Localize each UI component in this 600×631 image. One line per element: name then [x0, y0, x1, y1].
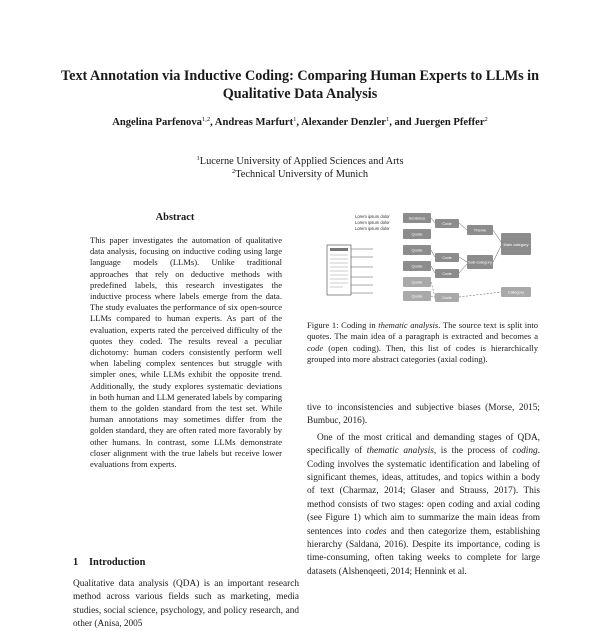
quote-label: Quote [411, 263, 423, 269]
doc-line: Lorem ipsum dolor [355, 226, 390, 231]
section-number: 1 [73, 557, 79, 568]
section-title: Introduction [89, 557, 146, 568]
code-label: Code [442, 271, 452, 276]
document-icon [327, 245, 351, 295]
quote-column [403, 213, 431, 301]
abstract-text: This paper investigates the automation of qualitative data analysis, focusing on inductive coding using large language models (LLMs). Unlike traditional approaches that rely on deductive methods with predefined labels, this research investigates the inductive process where labels emerge from the data. The study evaluates the performance of six open-source LLMs compared to human experts. As part of the evaluation, experts rated the perceived difficulty of the quotes they coded. The results reveal a peculiar dichotomy: human coders consistently perform well when labeling complex sentences but struggle with simpler ones, while LLMs exhibit the opposite trend. Additionally, the study explores systematic deviations in both human and LLM generated labels by comparing them to the golden standard from the test set. While human annotations may sometimes differ from the golden standard, they are often rated more favorably by other humans. In contrast, some LLMs demonstrate closer alignment with the true labels but receive lower evaluations from experts. [90, 235, 282, 470]
paragraph: tive to inconsistencies and subjective biases (Morse, 2015; Bumbuc, 2016). [307, 403, 540, 427]
affiliations [110, 155, 490, 181]
doc-line: Lorem ipsum dolor [355, 220, 390, 225]
source-document [355, 214, 390, 231]
quote-label: Quote [411, 247, 423, 253]
code-column [435, 219, 459, 302]
figure-1-diagram [305, 205, 545, 305]
paragraph: One of the most critical and demanding stages of QDA, specifically of thematic analysis, is the process of coding. Coding involves the systematic identification and labeling of significant themes, ideas, attitudes, and topics within a body of text (Charmaz, 2014; Glaser and Strauss, 2017). This method consists of two stages: open coding and axial coding (see Figure 1) which aim to summarize the main ideas from sentences into codes and then categorize them, establishing hierarchy (Saldana, 2016). Despite its importance, coding is time-consuming, often taking weeks to complete for large datasets (Alshenqeeti, 2014; Hennink et al. [307, 432, 540, 577]
intro-text: Qualitative data analysis (QDA) is an important research method across various fields such as marketing, media studies, social science, psychology, and policy research, and other (Anisa, 2005 [73, 579, 299, 629]
code-label: Code [442, 295, 452, 300]
quote-label: Quote [411, 293, 423, 299]
code-label: Code [442, 255, 452, 260]
abstract-heading: Abstract [155, 212, 195, 223]
theme-label: Theme [473, 227, 487, 233]
category-label: Main category [503, 242, 529, 247]
theme-label: Sub-category [468, 259, 492, 265]
affiliation: $^2$Technical University of Munich [231, 168, 369, 180]
author: Alexander Denzler$^1$, and [301, 116, 415, 128]
quote-label: Quote [411, 279, 423, 285]
doc-line: Lorem ipsum dolor [355, 214, 390, 219]
author: Andreas Marfurt$^1$, [214, 116, 302, 128]
author-list [90, 116, 510, 130]
author: Juergen Pfeffer$^2$ [414, 116, 488, 128]
affiliation: $^1$Lucerne University of Applied Sciences and Arts [196, 155, 404, 167]
quote-label: Quote [411, 231, 423, 237]
author: Angelina Parfenova$^{1,2}$, [112, 116, 215, 128]
code-label: Code [442, 221, 452, 226]
category-column [501, 233, 531, 297]
paper-title: Text Annotation via Inductive Coding: Comparing Human Experts to LLMs in Qualitative Data Analysis [61, 68, 539, 102]
quote-label: Sentence [408, 215, 426, 221]
category-label: Category [507, 289, 525, 295]
figure-1-caption: Figure 1: Coding in thematic analysis. The source text is split into quotes. The main idea of a paragraph is extracted and becomes a code (open coding). Then, this list of codes is hierarchically grouped into more abstract categories (axial coding). [307, 320, 539, 365]
section-heading [73, 557, 145, 568]
theme-column [467, 225, 493, 269]
body-text-right [307, 402, 540, 579]
